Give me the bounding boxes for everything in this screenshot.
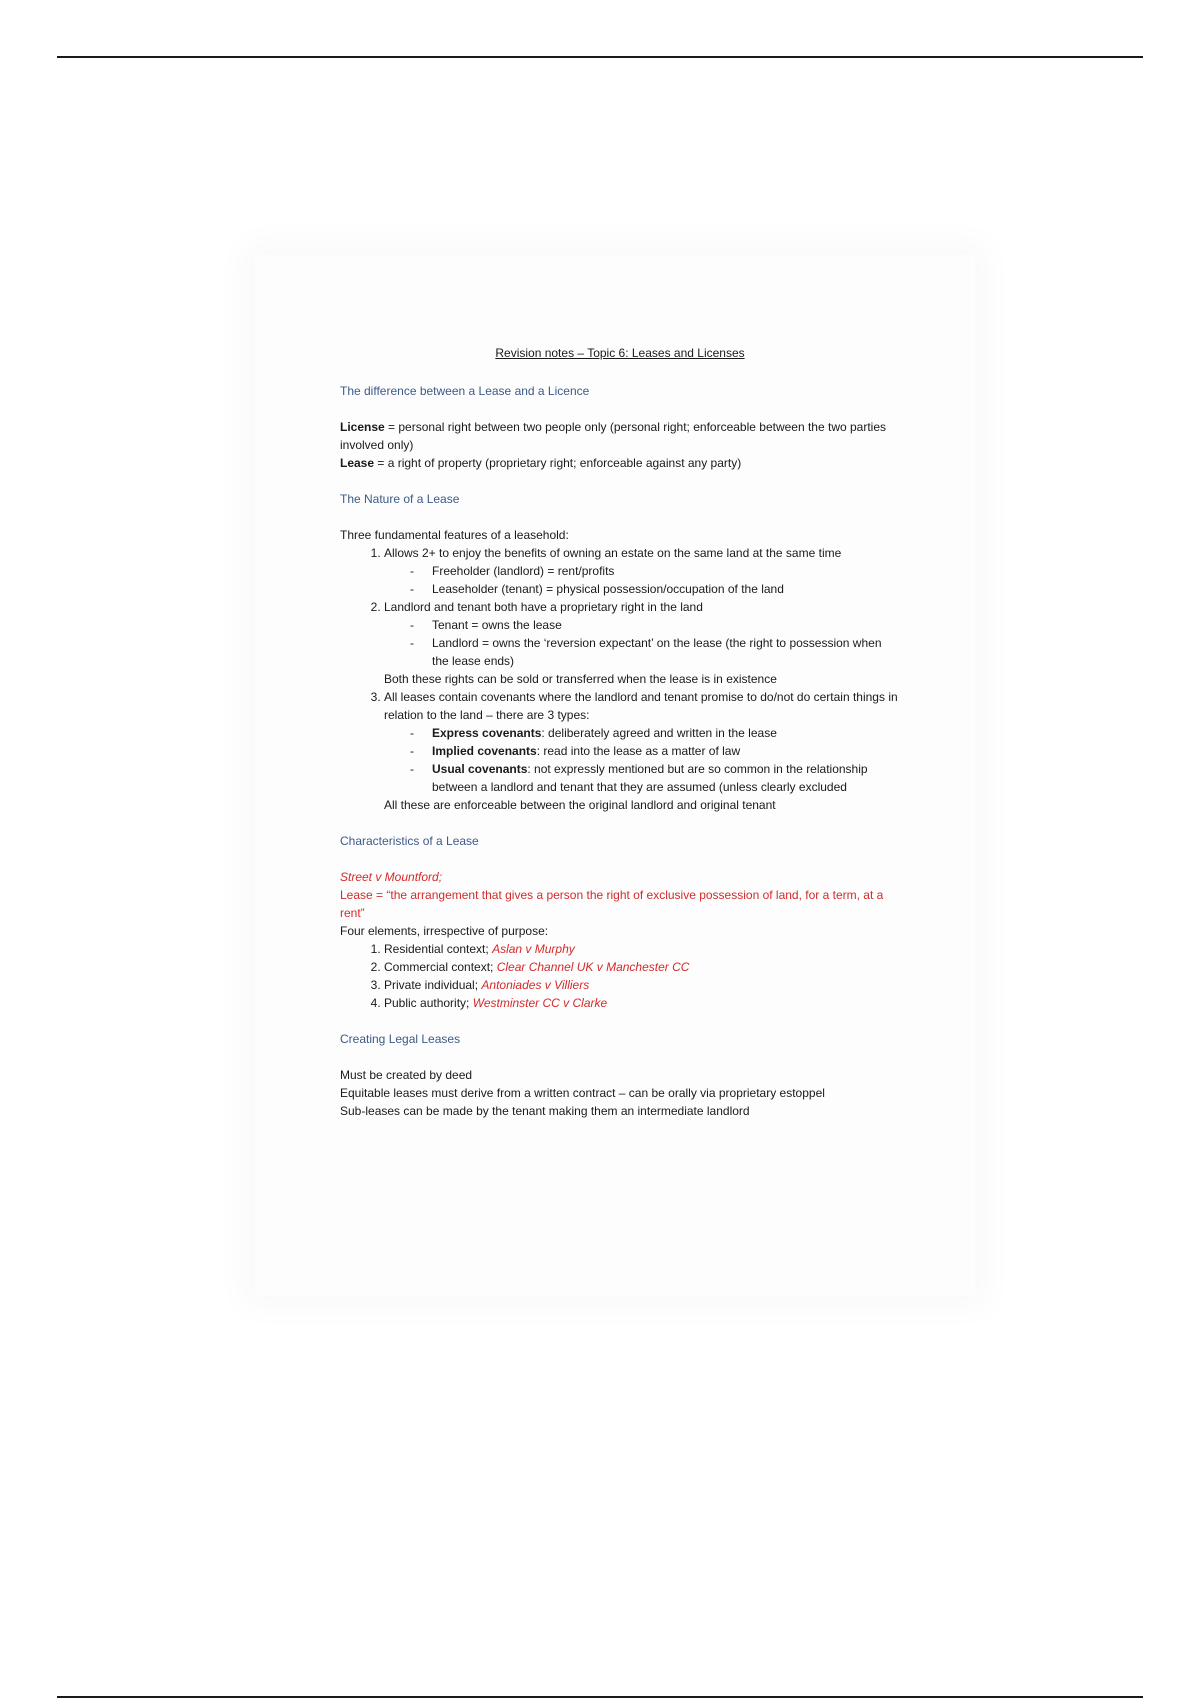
creating-line: Sub-leases can be made by the tenant making them an intermediate landlord — [340, 1104, 750, 1118]
covenant-term: Implied covenants — [432, 744, 537, 758]
feature-item-2 — [384, 598, 900, 670]
feature-2-sublist — [384, 616, 900, 670]
section-heading-characteristics: Characteristics of a Lease — [340, 834, 479, 848]
element-case: Aslan v Murphy — [492, 942, 575, 956]
feature-item-1 — [384, 544, 900, 598]
creating-line: Must be created by deed — [340, 1068, 473, 1082]
nature-intro: Three fundamental features of a leasehold: — [340, 528, 569, 542]
covenant-term: Express covenants — [432, 726, 542, 740]
element-item — [384, 976, 900, 994]
feature-3-note: All these are enforceable between the original landlord and original tenant — [384, 798, 776, 812]
element-item — [384, 958, 900, 976]
creating-line: Equitable leases must derive from a written contract – can be orally via proprietary estoppel — [340, 1086, 825, 1100]
feature-text-3: All leases contain covenants where the landlord and tenant promise to do/not do certain things in relation to the land – there are 3 types: — [384, 690, 898, 722]
section-heading-creating: Creating Legal Leases — [340, 1032, 461, 1046]
covenant-item-express — [432, 724, 900, 742]
license-text: = personal right between two people only (personal right; enforceable between the two parties involved only) — [340, 420, 887, 452]
sub-item: - Freeholder (landlord) = rent/profits — [432, 562, 900, 580]
covenant-text: : read into the lease as a matter of law — [536, 744, 741, 758]
document-body — [340, 344, 900, 1120]
element-item — [384, 940, 900, 958]
document-title: Revision notes – Topic 6: Leases and Licenses — [495, 346, 745, 360]
license-definition — [340, 418, 900, 454]
covenant-item-implied — [432, 742, 900, 760]
sub-item: - Landlord = owns the ‘reversion expectant’ on the lease (the right to possession when the lease ends) — [432, 634, 900, 670]
feature-text-1: Allows 2+ to enjoy the benefits of owning an estate on the same land at the same time — [384, 546, 842, 560]
elements-list — [340, 940, 900, 1012]
covenant-term: Usual covenants — [432, 762, 528, 776]
lease-term: Lease — [340, 456, 375, 470]
feature-1-sublist — [384, 562, 900, 598]
element-label: Public authority; — [384, 996, 473, 1010]
covenant-text: : deliberately agreed and written in the lease — [541, 726, 777, 740]
case-street-v-mountford: Street v Mountford; — [340, 870, 443, 884]
covenant-item-usual — [432, 760, 900, 796]
top-divider — [57, 56, 1143, 58]
features-list — [340, 544, 900, 670]
element-label: Commercial context; — [384, 960, 497, 974]
element-case: Antoniades v Villiers — [481, 978, 590, 992]
lease-definition — [340, 454, 900, 472]
feature-2-note: Both these rights can be sold or transferred when the lease is in existence — [384, 672, 777, 686]
sub-item: - Tenant = owns the lease — [432, 616, 900, 634]
element-case: Clear Channel UK v Manchester CC — [496, 960, 690, 974]
covenant-types-list — [384, 724, 900, 796]
element-item — [384, 994, 900, 1012]
element-case: Westminster CC v Clarke — [472, 996, 608, 1010]
covenant-text: : not expressly mentioned but are so common in the relationship between a landlord and tenant that they are assumed (unless clearly excluded — [432, 762, 868, 794]
features-list-continued — [340, 688, 900, 796]
section-heading-nature: The Nature of a Lease — [340, 492, 460, 506]
section-heading-difference: The difference between a Lease and a Licence — [340, 384, 590, 398]
element-label: Private individual; — [384, 978, 482, 992]
lease-text: = a right of property (proprietary right; enforceable against any party) — [374, 456, 742, 470]
elements-intro: Four elements, irrespective of purpose: — [340, 924, 549, 938]
license-term: License — [340, 420, 385, 434]
feature-text-2: Landlord and tenant both have a proprietary right in the land — [384, 600, 703, 614]
lease-quote: Lease = “the arrangement that gives a person the right of exclusive possession of land, for a term, at a rent” — [340, 888, 884, 920]
element-label: Residential context; — [384, 942, 493, 956]
bottom-divider — [57, 1696, 1143, 1698]
feature-item-3 — [384, 688, 900, 796]
sub-item: - Leaseholder (tenant) = physical possession/occupation of the land — [432, 580, 900, 598]
